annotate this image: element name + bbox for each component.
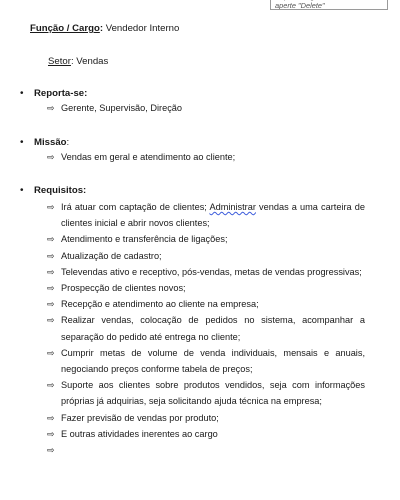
- list-item: [47, 312, 365, 344]
- instruction-note: [270, 0, 388, 10]
- requisitos-title: Requisitos: [34, 185, 84, 196]
- list-item-text: E outras atividades inerentes ao cargo: [61, 428, 218, 439]
- list-item: [47, 345, 365, 377]
- list-item-text: Vendas em geral e atendimento ao cliente;: [61, 152, 236, 162]
- arrow-right-icon: ⇨: [47, 234, 55, 245]
- setor-colon: :: [70, 56, 74, 67]
- list-item-text: Televendas ativo e receptivo, pós-vendas, metas de vendas progressivas;: [61, 266, 362, 277]
- list-item: [47, 296, 365, 312]
- list-item-text: Recepção e atendimento ao cliente na empresa;: [61, 299, 259, 310]
- reporta-heading: [20, 88, 87, 99]
- list-item-text: Atendimento e transferência de ligações;: [61, 234, 228, 245]
- list-item-text: Suporte aos clientes sobre produtos vendidos, seja com informações próprias já adquirias, seja solicitando ajuda técnica na empresa;: [61, 380, 365, 407]
- arrow-right-icon: ⇨: [47, 283, 55, 294]
- arrow-right-icon: ⇨: [47, 266, 55, 277]
- arrow-right-icon: ⇨: [47, 315, 55, 326]
- list-item-text-post: vendas a uma carteira de clientes inicial e abrir novos clientes;: [61, 202, 365, 229]
- list-item: [47, 426, 365, 442]
- arrow-right-icon: ⇨: [47, 299, 55, 310]
- reporta-title: Reporta-se: [34, 88, 85, 99]
- cargo-label: Função / Cargo: [30, 23, 100, 34]
- cargo-field: [30, 23, 179, 34]
- missao-list: [47, 149, 365, 165]
- missao-colon: :: [66, 137, 70, 148]
- list-item: [47, 231, 365, 247]
- list-item-text: Atualização de cadastro;: [61, 250, 162, 261]
- list-item: [47, 149, 365, 165]
- requisitos-colon: :: [83, 185, 87, 196]
- list-item-text: Realizar vendas, colocação de pedidos no sistema, acompanhar a separação do pedido até entrega no cliente;: [61, 315, 365, 342]
- missao-title: Missão: [34, 137, 67, 148]
- arrow-right-icon: ⇨: [47, 152, 55, 162]
- reporta-colon: :: [84, 88, 88, 99]
- requisitos-list: [47, 199, 365, 456]
- list-item-text-pre: Irá atuar com captação de clientes;: [61, 202, 210, 212]
- instruction-note-text: aperte "Delete": [275, 0, 325, 10]
- setor-value: Vendas: [76, 56, 109, 67]
- bullet-dot-icon: •: [20, 88, 24, 99]
- list-item-text: Fazer previsão de vendas por produto;: [61, 412, 219, 423]
- arrow-right-icon: ⇨: [47, 380, 55, 391]
- bullet-dot-icon: •: [20, 185, 24, 196]
- list-item-text: Cumprir metas de volume de venda individuais, mensais e anuais, negociando preços conforme tabela de preços;: [61, 347, 365, 375]
- arrow-right-icon: ⇨: [47, 103, 55, 113]
- requisitos-heading: [20, 185, 86, 196]
- list-item: [47, 264, 365, 280]
- arrow-right-icon: ⇨: [47, 347, 55, 358]
- setor-field: [48, 56, 108, 67]
- spellcheck-flagged-word: Administrar: [209, 202, 256, 212]
- arrow-right-icon: ⇨: [47, 445, 55, 456]
- list-item: [47, 377, 365, 409]
- list-item: [47, 410, 365, 426]
- missao-heading: [20, 137, 69, 148]
- arrow-right-icon: ⇨: [47, 412, 55, 423]
- cargo-colon: :: [99, 23, 104, 34]
- list-item: [47, 248, 365, 264]
- list-item-text: Prospecção de clientes novos;: [61, 283, 186, 294]
- list-item: [47, 199, 365, 231]
- bullet-dot-icon: •: [20, 137, 24, 148]
- setor-label: Setor: [48, 56, 71, 67]
- arrow-right-icon: ⇨: [47, 428, 55, 439]
- arrow-right-icon: ⇨: [47, 250, 55, 261]
- reporta-list: [47, 100, 365, 116]
- list-item: [47, 100, 365, 116]
- arrow-right-icon: ⇨: [47, 202, 55, 212]
- list-item-text: Gerente, Supervisão, Direção: [61, 103, 183, 113]
- cargo-value: Vendedor Interno: [105, 23, 180, 34]
- list-item: [47, 280, 365, 296]
